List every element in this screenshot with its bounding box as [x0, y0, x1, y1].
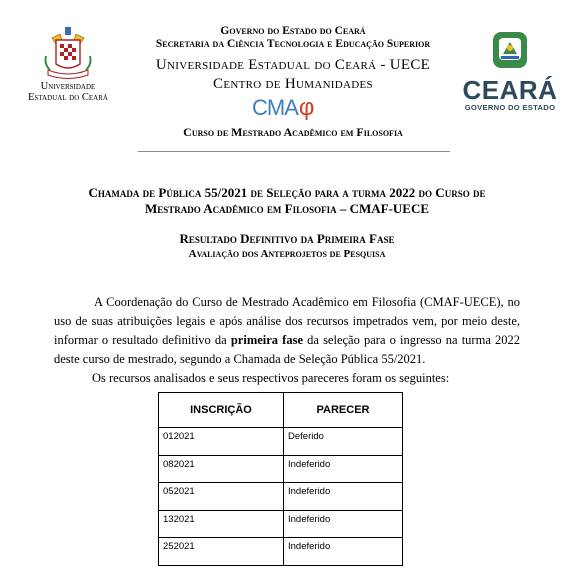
table-row	[159, 510, 403, 538]
header-inscricao: INSCRIÇÃO	[159, 393, 284, 428]
table-row	[159, 483, 403, 511]
header-secretaria: Secretaria da Ciência Tecnologia e Educação Superior	[155, 38, 431, 50]
uece-caption	[18, 81, 118, 103]
title-resultado: Resultado Definitivo da Primeira Fase	[179, 231, 395, 246]
title-chamada-line1: Chamada de Pública 55/2021 de Seleção para a turma 2022 do Curso de	[88, 185, 486, 200]
cell-inscricao: 012021	[159, 428, 284, 456]
cell-parecer: Indeferido	[284, 538, 403, 566]
body-line-3-pre: informar o resultado definitivo da	[54, 333, 231, 347]
uece-logo	[18, 26, 118, 103]
header-parecer: PARECER	[284, 393, 403, 428]
body-line-3	[54, 331, 520, 350]
body-line-2: uso de suas atribuições legais e após análise dos recursos impetrados vem, por meio deste,	[54, 314, 520, 328]
title-chamada-line2: Mestrado Acadêmico em Filosofia – CMAF-UECE	[144, 201, 430, 216]
table-row	[159, 538, 403, 566]
cell-parecer: Deferido	[284, 428, 403, 456]
table-row	[159, 455, 403, 483]
ceara-subtitle: GOVERNO DO ESTADO	[464, 103, 556, 112]
header-universidade: Universidade Estadual do Ceará - UECE	[155, 57, 431, 73]
phi-icon: φ	[298, 94, 314, 121]
body-line-3-post: da seleção para o ingresso na turma 2022	[303, 333, 520, 347]
body-line-3-bold: primeira fase	[230, 333, 304, 347]
cell-parecer: Indeferido	[284, 455, 403, 483]
ceara-wordmark: CEARÁ	[462, 75, 558, 105]
header-divider	[138, 151, 450, 152]
header-curso: Curso de Mestrado Acadêmico em Filosofia	[183, 125, 403, 139]
cell-parecer: Indeferido	[284, 510, 403, 538]
cell-inscricao: 052021	[159, 483, 284, 511]
header-centro: Centro de Humanidades	[213, 76, 373, 92]
cell-inscricao: 082021	[159, 455, 284, 483]
uece-caption-line2: Estadual do Ceará	[28, 92, 108, 103]
cmaf-logo	[252, 94, 313, 122]
uece-caption-line1: Universidade	[40, 81, 96, 92]
body-line-4: deste curso de mestrado, segundo a Chamada de Seleção Pública 55/2021.	[54, 352, 426, 366]
title-avaliacao: Avaliação dos Anteprojetos de Pesquisa	[188, 248, 386, 260]
results-table	[158, 392, 403, 566]
table-row	[159, 428, 403, 456]
ceara-shield-icon	[491, 30, 529, 70]
table-header-row	[159, 393, 403, 428]
body-line-1: A Coordenação do Curso de Mestrado Acadêmico em Filosofia (CMAF-UECE), no	[94, 295, 520, 309]
cmaf-logo-text: CMA	[252, 95, 298, 120]
body-paragraph	[54, 293, 520, 369]
uece-crest-icon	[42, 26, 94, 80]
header-governo: Governo do Estado do Ceará	[220, 25, 366, 37]
recursos-intro: Os recursos analisados e seus respectivos pareceres foram os seguintes:	[92, 371, 450, 385]
cell-inscricao: 252021	[159, 538, 284, 566]
cell-parecer: Indeferido	[284, 483, 403, 511]
cell-inscricao: 132021	[159, 510, 284, 538]
